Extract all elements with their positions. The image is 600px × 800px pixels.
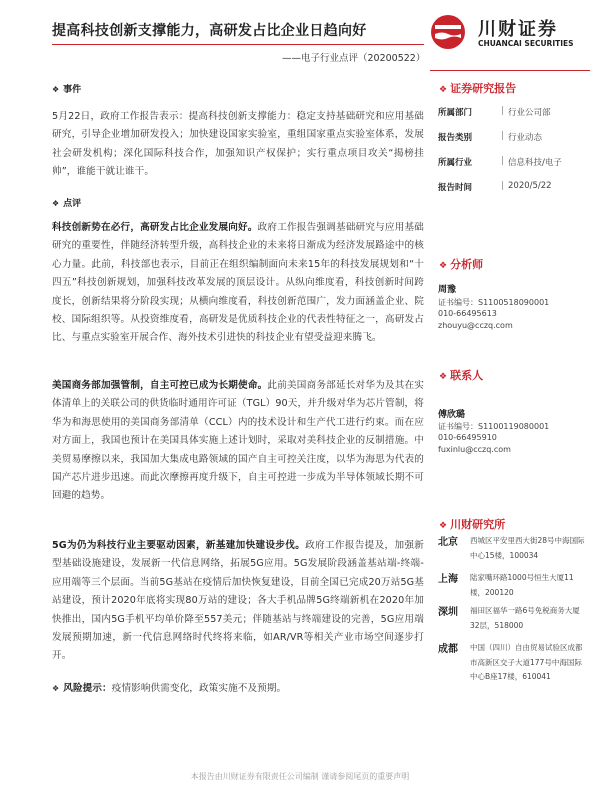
company-logo — [430, 14, 580, 50]
analyst-email[interactable]: zhouyu@cczq.com — [438, 321, 513, 330]
paragraph-lead: 5G为仍为科技行业主要驱动因素，新基建加快建设步伐。 — [52, 540, 306, 551]
diamond-bullet-icon: ❖ — [52, 85, 60, 94]
office-address-shanghai: 陆家嘴环路1000号恒生大厦11楼，200120 — [470, 573, 574, 597]
contact-phone: 010-66495910 — [438, 433, 497, 442]
diamond-bullet-icon: ❖ — [52, 199, 60, 208]
contact-name: 傅欣璐 — [438, 410, 466, 420]
info-row-date: 报告时间 | 2020/5/22 — [438, 181, 552, 193]
info-row-industry: 所属行业 | 信息科技/电子 — [438, 156, 562, 168]
office-city-beijing: 北京 — [438, 537, 458, 548]
office-city-shenzhen: 深圳 — [438, 607, 458, 618]
diamond-bullet-icon: ❖ — [439, 372, 448, 382]
risk-text: 疫情影响供需变化，政策实施不及预期。 — [111, 683, 287, 694]
office-city-shanghai: 上海 — [438, 574, 458, 585]
brand-name: 川财证券 — [478, 19, 558, 40]
analyst-heading: ❖ 分析师 — [439, 258, 484, 271]
institute-heading: ❖ 川财研究所 — [439, 518, 506, 531]
contact-email[interactable]: fuxinlu@cczq.com — [438, 445, 511, 454]
page-footer: 本报告由川财证券有限责任公司编制 谨请参阅尾页的重要声明 — [190, 772, 410, 781]
header-rule — [52, 44, 424, 45]
report-info-heading: ❖ 证券研究报告 — [439, 82, 517, 95]
office-address-beijing: 西城区平安里西大街28号中海国际中心15楼，100034 — [470, 536, 585, 560]
office-city-chengdu: 成都 — [438, 644, 458, 655]
diamond-bullet-icon: ❖ — [439, 261, 448, 271]
risk-label: 风险提示： — [63, 683, 112, 694]
comment-paragraph-us-export — [52, 377, 424, 506]
contact-cert: 证书编号：S1100119080001 — [438, 422, 550, 431]
brand-name-en: CHUANCAI SECURITIES — [478, 39, 574, 48]
paragraph-lead: 科技创新势在必行，高研发占比企业发展向好。 — [52, 222, 258, 233]
office-address-chengdu: 中国（四川）自由贸易试验区成都市高新区交子大道177号中海国际中心B座17楼，610041 — [470, 643, 583, 681]
analyst-cert: 证书编号：S1100518090001 — [438, 298, 550, 307]
logo-rule — [430, 70, 590, 71]
paragraph-lead: 美国商务部加强管制，自主可控已成为长期使命。 — [52, 380, 268, 391]
diamond-bullet-icon: ❖ — [439, 85, 448, 95]
comment-paragraph-5g — [52, 537, 424, 666]
diamond-bullet-icon: ❖ — [439, 521, 448, 531]
report-title: 提高科技创新支撑能力，高研发占比企业日趋向好 — [52, 23, 367, 39]
event-heading: ❖ 事件 — [52, 85, 82, 95]
comment-heading: ❖ 点评 — [52, 199, 82, 209]
paragraph-body: 政府工作报告提及，加强新型基础设施建设，发展新一代信息网络，拓展5G应用。5G发展阶段涵盖基站端-终端-应用端等三个层面。当前5G基站在疫情后加快恢复建设，目前全国已完成20万站5G基站建设，预计2020年底将实现80万站的建设；各大手机品牌5G终端新机在2020年加快推出，国内5G手机平均单价降至557美元；伴随基站与终端建设的完善，5G应用端发展预期加速，新一代信息网络时代终将来临，如AR/VR等相关产业市场空间逐步打开。 — [52, 540, 424, 662]
info-row-department: 所属部门 | 行业公司部 — [438, 106, 551, 118]
paragraph-body: 此前美国商务部延长对华为及其在实体清单上的关联公司的供货临时通用许可证（TGL）90天，并升级对华为芯片管制，将华为和海思使用的美国商务部清单（CCL）内的技术设计和生产代工进行约束。而在应对方面上，我国也预计在美国具体实施上述计划时，采取对美科技企业的反制措施。中美贸易摩擦以来，我国加大集成电路领域的国产自主可控关注度，以华为海思为代表的国产芯片进步迅速。而此次摩擦再度升级下，自主可控进一步成为半导体领域长期不可回避的趋势。 — [52, 380, 424, 502]
risk-warning — [52, 680, 424, 698]
office-address-shenzhen: 福田区福华一路6号免税商务大厦32层，518000 — [470, 606, 580, 630]
analyst-phone: 010-66495613 — [438, 309, 497, 318]
analyst-name: 周豫 — [438, 285, 457, 295]
comment-paragraph-tech — [52, 219, 424, 348]
info-row-category: 报告类别 | 行业动态 — [438, 131, 543, 143]
diamond-bullet-icon: ❖ — [52, 684, 60, 693]
contact-heading: ❖ 联系人 — [439, 369, 484, 382]
paragraph-body: 政府工作报告强调基础研究与应用基础研究的重要性，伴随经济转型升级，高科技企业的未来将日渐成为经济发展路途中的核心力量。此前，科技部也表示，目前正在组织编制面向未来15年的科技发展规划和“十四五”科技创新规划，加强科技改革发展的顶层设计。从纵向维度看，科技创新时间跨度长，创新结果将分阶段实现；从横向维度看，科技创新范围广，发力面涵盖企业、院校、国际组织等。从投资维度看，高研发是优质科技企业的代表性特征之一，高研发占比、与重点实验室开展合作、海外技术引进快的科技企业有望受益迎来腾飞。 — [52, 222, 425, 344]
event-text: 5月22日，政府工作报告表示：提高科技创新支撑能力：稳定支持基础研究和应用基础研究，引导企业增加研发投入；加快建设国家实验室，重组国家重点实验室体系，发展社会研发机构；深化国际科技合作，加强知识产权保护；实行重点项目攻关“揭榜挂帅”，谁能干就让谁干。 — [52, 111, 424, 178]
report-subtitle: ——电子行业点评（20200522） — [282, 53, 426, 64]
chuancai-logo-icon — [430, 14, 470, 54]
